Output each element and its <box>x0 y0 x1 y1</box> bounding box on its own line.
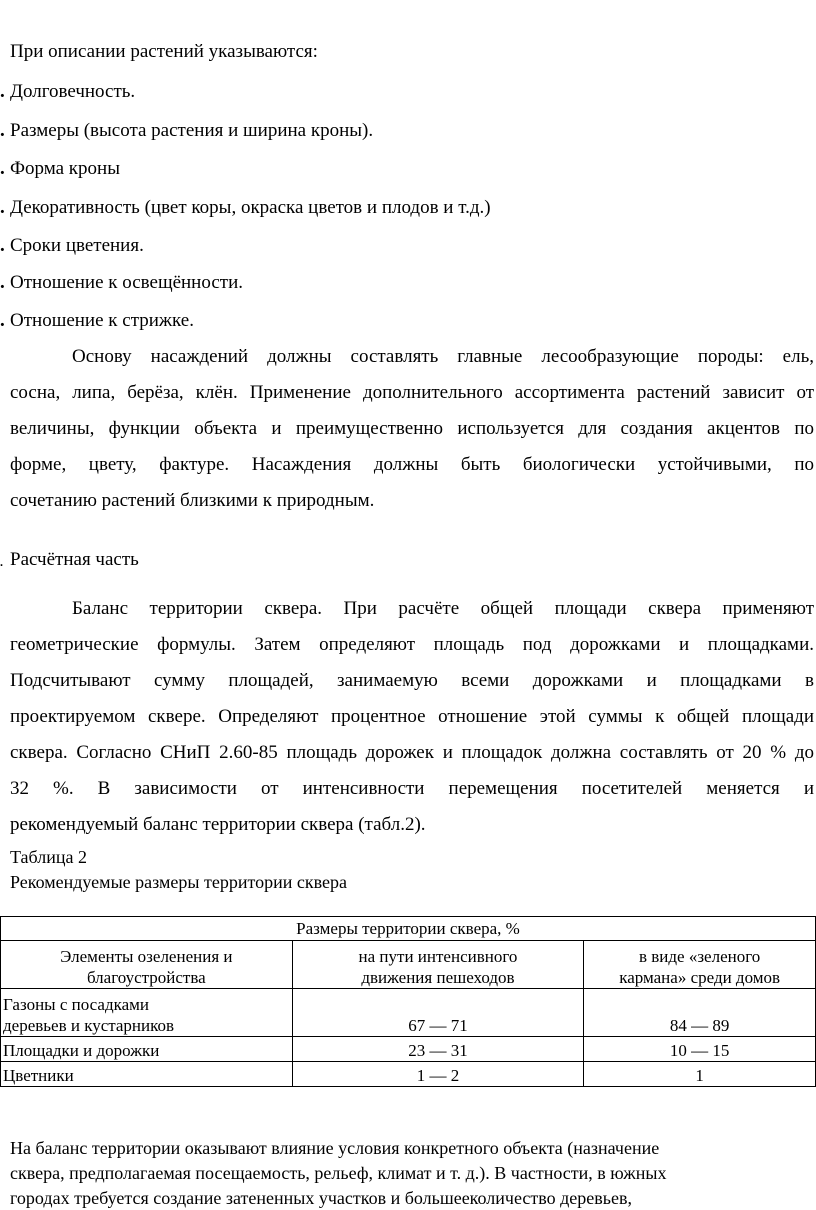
paragraph-line: Подсчитывают сумму площадей, занимаемую всеми дорожками и площадками в <box>10 670 814 691</box>
table-header-cell <box>292 941 584 989</box>
list-marker: . <box>0 555 3 569</box>
list-marker: . <box>0 120 5 141</box>
row-label: деревьев и кустарников <box>3 1016 175 1035</box>
table-cell <box>1 1062 293 1087</box>
list-item: Долговечность. <box>10 81 136 102</box>
paragraph-line: сосна, липа, берёза, клён. Применение дополнительного ассортимента растений зависит от <box>10 382 814 403</box>
list-item: Отношение к освещённости. <box>10 272 243 293</box>
table-row <box>1 941 816 989</box>
list-item: Сроки цветения. <box>10 235 144 256</box>
table-cell: 10 — 15 <box>584 1037 816 1062</box>
list-marker: . <box>0 81 5 102</box>
list-marker: . <box>0 310 5 331</box>
paragraph-line: Основу насаждений должны составлять главные лесообразующие породы: ель, <box>72 346 814 367</box>
table-cell: 67 — 71 <box>292 989 584 1037</box>
row-label: Площадки и дорожки <box>3 1041 160 1060</box>
paragraph-line: рекомендуемый баланс территории сквера (табл.2). <box>10 814 426 835</box>
paragraph-line: геометрические формулы. Затем определяют площадь под дорожками и площадками. <box>10 634 814 655</box>
list-item: Декоративность (цвет коры, окраска цветов и плодов и т.д.) <box>10 197 491 218</box>
table-header-cell <box>584 941 816 989</box>
paragraph-line: 32 %. В зависимости от интенсивности перемещения посетителей меняется и <box>10 778 814 799</box>
list-marker: . <box>0 197 5 218</box>
paragraph-line: форме, цвету, фактуре. Насаждения должны быть биологически устойчивыми, по <box>10 454 814 475</box>
table-row <box>1 1037 816 1062</box>
paragraph-line: величины, функции объекта и преимущественно используется для создания акцентов по <box>10 418 814 439</box>
table-cell <box>1 1037 293 1062</box>
row-label: Газоны с посадками <box>3 995 150 1014</box>
row-label: Цветники <box>3 1066 74 1085</box>
list-item: Отношение к стрижке. <box>10 310 194 331</box>
balance-table <box>0 916 816 1087</box>
table-cell: 23 — 31 <box>292 1037 584 1062</box>
paragraph-line: На баланс территории оказывают влияние условия конкретного объекта (назначение <box>10 1138 660 1158</box>
header-text: на пути интенсивного <box>358 947 518 966</box>
table-cell: 84 — 89 <box>584 989 816 1037</box>
table-cell: 1 <box>584 1062 816 1087</box>
paragraph-line: проектируемом сквере. Определяют процентное отношение этой суммы к общей площади <box>10 706 814 727</box>
header-text: кармана» среди домов <box>619 968 781 987</box>
list-marker: . <box>0 158 5 179</box>
section-title: Расчётная часть <box>10 549 139 570</box>
table-row <box>1 989 816 1037</box>
list-marker: . <box>0 272 5 293</box>
header-text: движения пешеходов <box>361 968 515 987</box>
header-text: благоустройства <box>86 968 206 987</box>
header-text: Элементы озеленения и <box>60 947 233 966</box>
paragraph-line: городах требуется создание затененных участков и большееколичество деревьев, <box>10 1188 632 1208</box>
list-item: Размеры (высота растения и ширина кроны). <box>10 120 374 141</box>
table-group-header: Размеры территории сквера, % <box>1 917 816 941</box>
table-row <box>1 1062 816 1087</box>
paragraph-line: сквера, предполагаемая посещаемость, рельеф, климат и т. д.). В частности, в южных <box>10 1163 667 1183</box>
list-item: Форма кроны <box>10 158 120 179</box>
table-row <box>1 917 816 941</box>
header-text: в виде «зеленого <box>638 947 761 966</box>
table-caption: Рекомендуемые размеры территории сквера <box>10 872 347 892</box>
paragraph-line: сквера. Согласно СНиП 2.60-85 площадь дорожек и площадок должна составлять от 20 % до <box>10 742 814 763</box>
table-cell <box>1 989 293 1037</box>
table-cell: 1 — 2 <box>292 1062 584 1087</box>
table-label: Таблица 2 <box>10 847 87 867</box>
paragraph-line: сочетанию растений близкими к природным. <box>10 490 375 511</box>
paragraph-line: Баланс территории сквера. При расчёте общей площади сквера применяют <box>72 598 814 619</box>
table-header-cell <box>1 941 293 989</box>
intro-text: При описании растений указываются: <box>10 41 318 62</box>
list-marker: . <box>0 235 5 256</box>
